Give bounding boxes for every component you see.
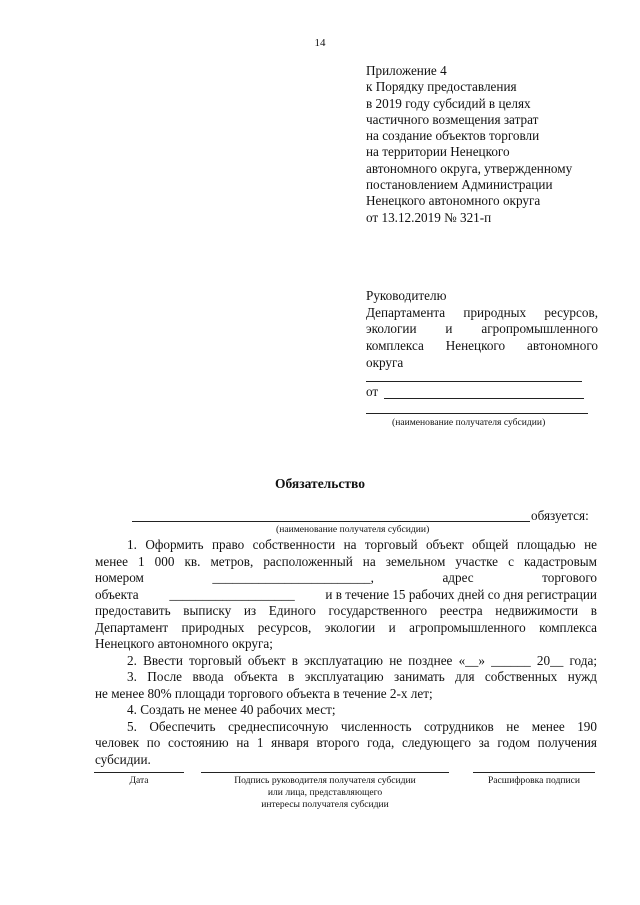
item-1-line: менее 1 000 кв. метров, расположенный на земельном участке с кадастровым xyxy=(95,553,597,569)
signature-caption-line: или лица, представляющего xyxy=(267,787,383,798)
recipient-caption: (наименование получателя субсидии) xyxy=(392,417,546,428)
appendix-line: к Порядку предоставления xyxy=(366,79,517,95)
addressee-blank-line xyxy=(366,381,582,382)
date-signature-line xyxy=(94,772,184,773)
item-1-line: 1. Оформить право собственности на торговый объект общей площадью не xyxy=(127,537,597,552)
appendix-line: в 2019 году субсидий в целях xyxy=(366,95,531,111)
item-2: 2. Ввести торговый объект в эксплуатацию не позднее «__» ______ 20__ года; xyxy=(127,652,597,668)
item-4: 4. Создать не менее 40 рабочих мест; xyxy=(127,702,336,717)
cadastral-label: номером xyxy=(95,570,144,585)
item-3-line: не менее 80% площади торгового объекта в течение 2-х лет; xyxy=(95,685,433,701)
date-caption: Дата xyxy=(129,775,149,786)
document-title: Обязательство xyxy=(275,476,365,491)
appendix-line: на создание объектов торговли xyxy=(366,128,540,144)
addressee-line2: Департамента природных ресурсов, экологии и агропромышленного комплекса Ненецкого автономного округа xyxy=(366,304,598,370)
item-1-object-line xyxy=(95,587,597,604)
from-label: от xyxy=(366,384,379,399)
registration-term: и в течение 15 рабочих дней со дня регистрации xyxy=(325,586,597,602)
signature-line xyxy=(201,772,449,773)
item-5-line: 5. Обеспечить среднесписочную численность сотрудников не менее 190 xyxy=(127,718,597,734)
item-1-line: предоставить выписку из Единого государственного реестра недвижимости в xyxy=(95,603,597,618)
appendix-block xyxy=(366,63,626,226)
appendix-line: от 13.12.2019 № 321-п xyxy=(366,209,492,225)
obligor-blank-line xyxy=(132,521,530,522)
item-5-line: человек по состоянию на 1 января второго года, следующего за годом получения xyxy=(95,735,597,750)
item-3-line: 3. После ввода объекта в эксплуатацию занимать для собственных нужд xyxy=(127,669,597,684)
decoding-signature-line xyxy=(473,772,595,773)
decoding-caption: Расшифровка подписи xyxy=(487,775,581,786)
obligates-label: обязуется: xyxy=(531,508,589,523)
page-number: 14 xyxy=(314,37,326,49)
signature-caption-line: Подпись руководителя получателя субсидии xyxy=(234,775,416,786)
signature-caption xyxy=(196,775,454,811)
object-label: торгового xyxy=(542,570,597,585)
appendix-line: постановлением Администрации xyxy=(366,177,553,193)
addressee-block xyxy=(366,288,598,372)
appendix-line: Ненецкого автономного округа xyxy=(366,193,541,209)
obligor-caption: (наименование получателя субсидии) xyxy=(276,524,430,535)
item-5-line: субсидии. xyxy=(95,751,151,767)
signature-caption-line: интересы получателя субсидии xyxy=(261,799,389,810)
appendix-line: частичного возмещения затрат xyxy=(366,111,539,127)
cadastral-blank: ________________________, xyxy=(212,570,374,585)
item-1-cadastral-line xyxy=(95,570,597,587)
object-address-blank: ___________________ xyxy=(169,586,295,602)
item-1-line: Департамент природных ресурсов, экологии и агропромышленного комплекса xyxy=(95,619,597,635)
appendix-line: на территории Ненецкого xyxy=(366,144,510,160)
item-1-line: Ненецкого автономного округа; xyxy=(95,636,273,651)
appendix-line: Приложение 4 xyxy=(366,63,447,78)
addressee-line1: Руководителю xyxy=(366,288,447,303)
obligation-items xyxy=(95,537,597,768)
from-blank-line xyxy=(384,398,584,399)
object-word: объекта xyxy=(95,586,139,602)
address-label: адрес xyxy=(442,570,474,585)
appendix-line: автономного округа, утвержденному xyxy=(366,160,573,176)
recipient-blank-line xyxy=(366,413,588,414)
